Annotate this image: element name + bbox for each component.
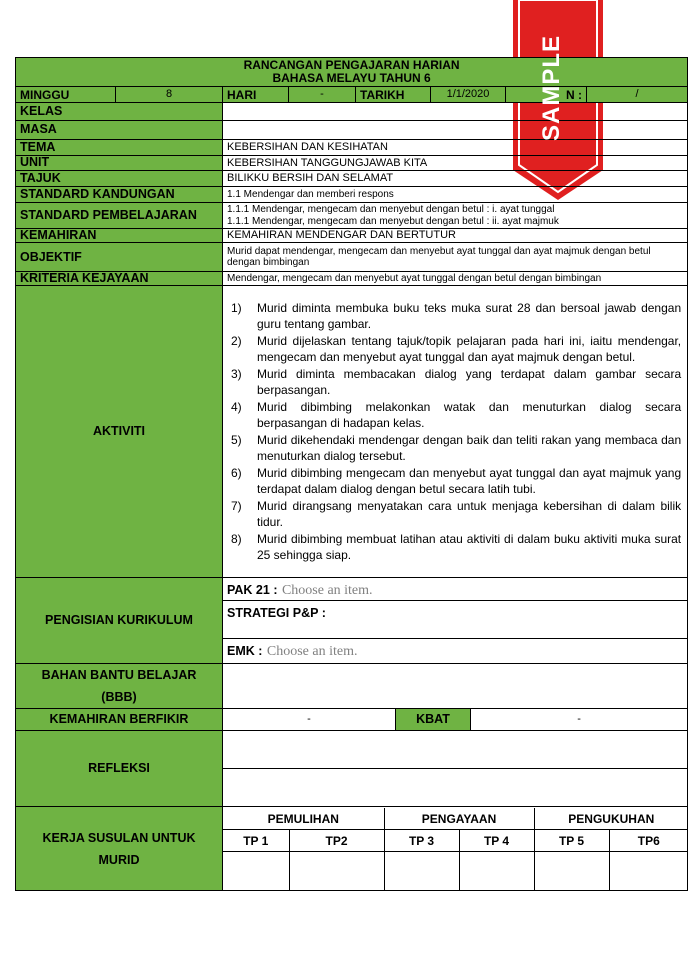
tp1-header: TP 1 bbox=[223, 830, 289, 852]
aktiviti-item bbox=[231, 432, 681, 465]
aktiviti-item bbox=[231, 366, 681, 399]
bbb-label-line-2: (BBB) bbox=[101, 690, 137, 705]
standard-kandungan-value: 1.1 Mendengar dan memberi respons bbox=[223, 187, 688, 203]
aktiviti-item bbox=[231, 498, 681, 531]
tp6-cell bbox=[609, 852, 688, 890]
sp-line-1: 1.1.1 Mendengar, mengecam dan menyebut dengan betul : i. ayat tunggal bbox=[227, 204, 555, 215]
aktiviti-item-number: 1) bbox=[231, 300, 242, 315]
tema-label: TEMA bbox=[16, 140, 223, 156]
masa-value bbox=[223, 121, 688, 140]
aktiviti-label: AKTIVITI bbox=[16, 286, 223, 578]
aktiviti-item-number: 8) bbox=[231, 531, 242, 546]
pemulihan-header: PEMULIHAN bbox=[223, 808, 384, 830]
emk-field bbox=[223, 639, 688, 664]
bbb-value bbox=[223, 664, 688, 709]
standard-pembelajaran-value bbox=[223, 203, 688, 229]
rph-title bbox=[16, 58, 688, 87]
kemahiran-label: KEMAHIRAN bbox=[16, 229, 223, 243]
aktiviti-item-text: Murid diminta membuka buku teks muka surat 28 dan bersoal jawab dengan guru tentang gambar. bbox=[257, 300, 682, 332]
title-line-2: BAHASA MELAYU TAHUN 6 bbox=[272, 71, 431, 85]
aktiviti-item-text: Murid diminta membacakan dialog yang terdapat dalam gambar secara berpasangan. bbox=[257, 366, 682, 398]
pengayaan-header: PENGAYAAN bbox=[384, 808, 534, 830]
emk-label: EMK : bbox=[227, 644, 263, 659]
objektif-label: OBJEKTIF bbox=[16, 243, 223, 272]
tema-value: KEBERSIHAN DAN KESIHATAN bbox=[223, 140, 688, 156]
tp-table bbox=[223, 808, 688, 890]
sp-line-2: 1.1.1 Mendengar, mengecam dan menyebut dengan betul : ii. ayat majmuk bbox=[227, 215, 559, 227]
bbb-label bbox=[16, 664, 223, 709]
aktiviti-item-text: Murid dikehendaki mendengar dengan baik dan teliti rakan yang membaca dan menuturkan dialog tersebut. bbox=[257, 432, 682, 464]
bbb-label-line-1: BAHAN BANTU BELAJAR bbox=[41, 668, 197, 683]
tp2-header: TP2 bbox=[289, 830, 384, 852]
aktiviti-item bbox=[231, 531, 681, 564]
aktiviti-item-number: 7) bbox=[231, 498, 242, 513]
tp4-header: TP 4 bbox=[459, 830, 534, 852]
kerja-susulan-grid bbox=[223, 807, 688, 891]
kerja-susulan-line-1: KERJA SUSULAN UNTUK bbox=[42, 830, 196, 845]
bulan-label: N : bbox=[506, 87, 587, 103]
minggu-label: MINGGU bbox=[16, 87, 116, 103]
aktiviti-item-text: Murid dirangsang menyatakan cara untuk menjaga kebersihan di dalam bilik tidur. bbox=[257, 498, 682, 530]
standard-kandungan-label: STANDARD KANDUNGAN bbox=[16, 187, 223, 203]
hari-value: - bbox=[289, 87, 356, 103]
tarikh-label: TARIKH bbox=[356, 87, 431, 103]
pak21-dropdown[interactable]: Choose an item. bbox=[281, 583, 373, 599]
pengisian-kurikulum-label: PENGISIAN KURIKULUM bbox=[16, 578, 223, 664]
aktiviti-item-number: 4) bbox=[231, 399, 242, 414]
aktiviti-item-number: 6) bbox=[231, 465, 242, 480]
standard-pembelajaran-label: STANDARD PEMBELAJARAN bbox=[16, 203, 223, 229]
kelas-value bbox=[223, 103, 688, 121]
tp6-header: TP6 bbox=[609, 830, 688, 852]
pak21-field bbox=[223, 578, 688, 601]
tajuk-label: TAJUK bbox=[16, 171, 223, 187]
tp3-cell bbox=[384, 852, 459, 890]
tajuk-value: BILIKKU BERSIH DAN SELAMAT bbox=[223, 171, 688, 187]
aktiviti-item bbox=[231, 465, 681, 498]
tp1-cell bbox=[223, 852, 289, 890]
minggu-value: 8 bbox=[116, 87, 223, 103]
kriteria-kejayaan-label: KRITERIA KEJAYAAN bbox=[16, 272, 223, 286]
aktiviti-item-text: Murid dibimbing melakonkan watak dan menuturkan dialog secara berpasangan di hadapan kelas. bbox=[257, 399, 682, 431]
rph-table bbox=[15, 57, 688, 891]
kemahiran-berfikir-value: - bbox=[223, 709, 396, 731]
kerja-susulan-label bbox=[16, 807, 223, 891]
refleksi-label: REFLEKSI bbox=[16, 731, 223, 807]
tp5-cell bbox=[534, 852, 609, 890]
unit-value: KEBERSIHAN TANGGUNGJAWAB KITA bbox=[223, 156, 688, 171]
hari-label: HARI bbox=[223, 87, 289, 103]
kerja-susulan-line-2: MURID bbox=[98, 852, 140, 867]
tp2-cell bbox=[289, 852, 384, 890]
objektif-value: Murid dapat mendengar, mengecam dan menyebut ayat tunggal dan ayat majmuk dengan betul dengan bimbingan bbox=[223, 243, 688, 272]
pak21-label: PAK 21 : bbox=[227, 583, 278, 598]
kbat-value: - bbox=[471, 709, 688, 731]
tp5-header: TP 5 bbox=[534, 830, 609, 852]
strategi-label: STRATEGI P&P : bbox=[227, 606, 326, 621]
kemahiran-berfikir-label: KEMAHIRAN BERFIKIR bbox=[16, 709, 223, 731]
tp4-cell bbox=[459, 852, 534, 890]
tp3-header: TP 3 bbox=[384, 830, 459, 852]
pengukuhan-header: PENGUKUHAN bbox=[534, 808, 688, 830]
rph-sheet bbox=[15, 57, 687, 891]
aktiviti-item-number: 3) bbox=[231, 366, 242, 381]
aktiviti-item bbox=[231, 333, 681, 366]
aktiviti-item-number: 5) bbox=[231, 432, 242, 447]
bulan-value: / bbox=[587, 87, 688, 103]
masa-label: MASA bbox=[16, 121, 223, 140]
kbat-label: KBAT bbox=[396, 709, 471, 731]
refleksi-line-2 bbox=[223, 769, 688, 807]
aktiviti-item bbox=[231, 300, 681, 333]
aktiviti-item-number: 2) bbox=[231, 333, 242, 348]
aktiviti-item bbox=[231, 399, 681, 432]
aktiviti-item-text: Murid dijelaskan tentang tajuk/topik pelajaran pada hari ini, iaitu mendengar, mengecam dan menyebut ayat tunggal dan ayat majmuk dengan betul. bbox=[257, 333, 682, 365]
aktiviti-item-text: Murid dibimbing membuat latihan atau aktiviti di dalam buku aktiviti muka surat 25 sehingga siap. bbox=[257, 531, 682, 563]
refleksi-line-1 bbox=[223, 731, 688, 769]
strategi-field bbox=[223, 601, 688, 639]
kriteria-kejayaan-value: Mendengar, mengecam dan menyebut ayat tunggal dengan betul dengan bimbingan bbox=[223, 272, 688, 286]
unit-label: UNIT bbox=[16, 156, 223, 171]
tarikh-value: 1/1/2020 bbox=[431, 87, 506, 103]
sample-stamp-text: SAMPLE bbox=[538, 35, 565, 142]
kelas-label: KELAS bbox=[16, 103, 223, 121]
aktiviti-content bbox=[223, 286, 688, 578]
aktiviti-list bbox=[231, 300, 681, 564]
title-line-1: RANCANGAN PENGAJARAN HARIAN bbox=[243, 58, 460, 72]
aktiviti-item-text: Murid dibimbing mengecam dan menyebut ayat tunggal dan ayat majmuk yang terdapat dalam dialog dengan betul secara latih tubi. bbox=[257, 465, 682, 497]
kemahiran-value: KEMAHIRAN MENDENGAR DAN BERTUTUR bbox=[223, 229, 688, 243]
emk-dropdown[interactable]: Choose an item. bbox=[266, 644, 358, 660]
